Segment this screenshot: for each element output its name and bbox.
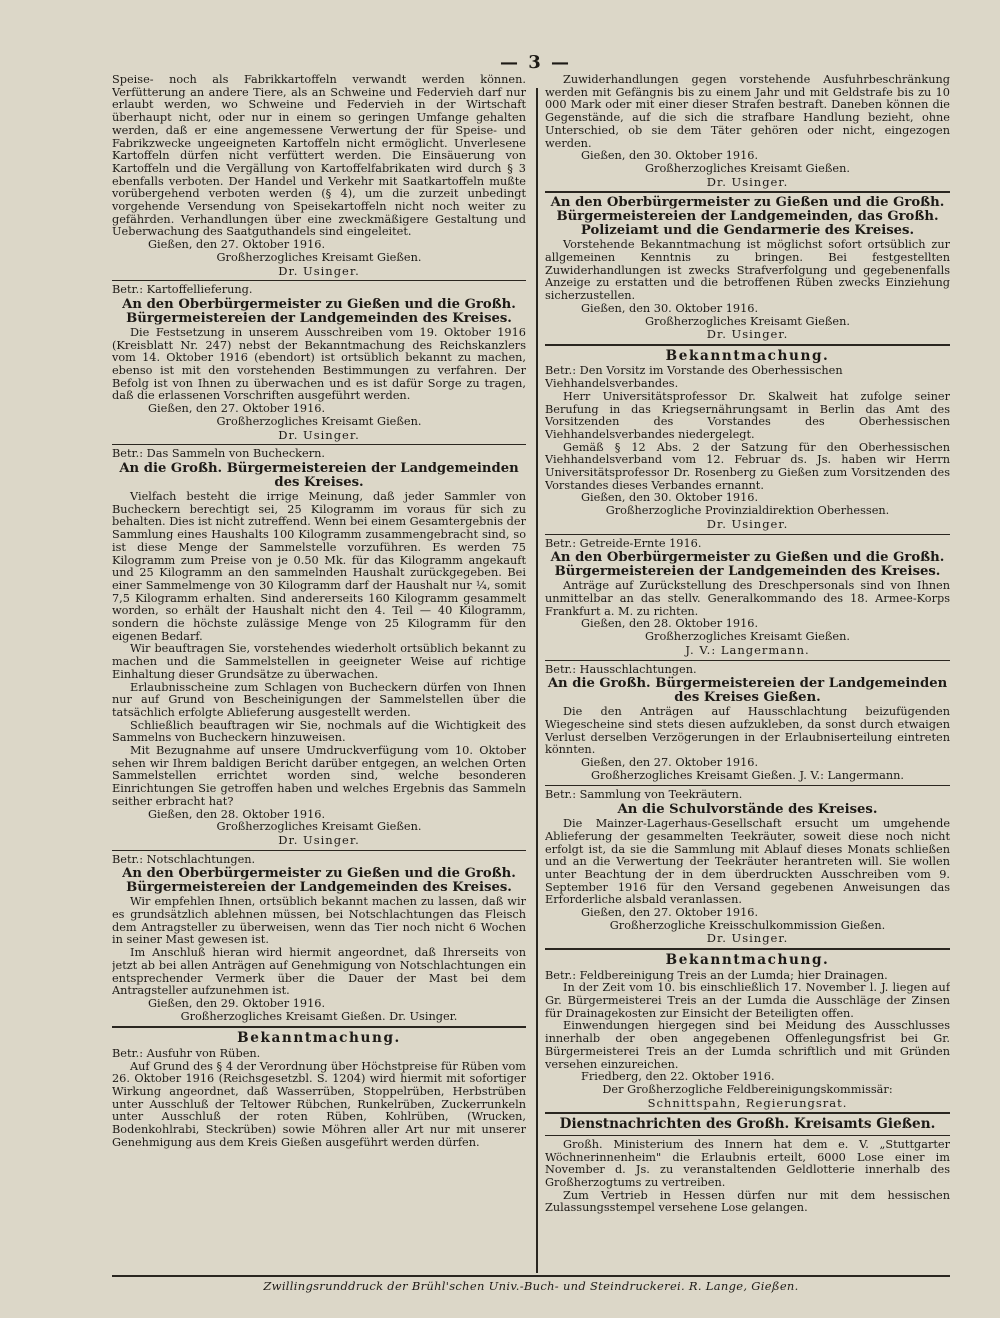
notice-signature: Dr. Usinger.	[706, 931, 789, 946]
notice-signature: Dr. Usinger.	[278, 427, 360, 442]
notice-date: Gießen, den 30. Oktober 1916.	[581, 301, 759, 315]
notice-getreide-ernte	[545, 538, 950, 657]
notice-hausschlachtungen	[545, 664, 950, 783]
notice-authority: Großherzogliches Kreisamt Gießen.	[645, 314, 850, 328]
notice-subject: Betr.: Das Sammeln von Bucheckern.	[112, 447, 325, 461]
notice-subject: Betr.: Kartoffellieferung.	[112, 283, 253, 297]
notice-subject: Betr.: Hausschlachtungen.	[545, 662, 697, 676]
notice-subject: Betr.: Ausfuhr von Rüben.	[112, 1046, 261, 1060]
divider	[112, 444, 526, 445]
column-divider	[536, 88, 538, 1273]
notice-dienstnachrichten	[545, 1117, 950, 1215]
notice-heading: An die Großh. Bürgermeistereien der Landgemeinden des Kreises.	[119, 460, 519, 490]
notice-bucheckern	[112, 448, 526, 846]
divider	[545, 948, 950, 950]
notice-heading: An den Oberbürgermeister zu Gießen und die Großh. Bürgermeistereien der Landgemeinden des Kreises.	[122, 866, 516, 896]
notice-heading: An den Oberbürgermeister zu Gießen und die Großh. Bürgermeistereien der Landgemeinden des Kreises.	[550, 550, 945, 580]
notice-date: Gießen, den 27. Oktober 1916.	[581, 756, 759, 770]
notice-paragraph: Herr Universitätsprofessor Dr. Skalweit hat zufolge seiner Berufung in das Kriegsernährungsamt in Berlin das Amt des Vorsitzenden des Vorstandes des Oberhessischen Viehhandelsverbandes niedergelegt.	[545, 389, 950, 441]
left-column	[112, 74, 526, 1270]
right-intro-signature: Dr. Usinger.	[706, 174, 789, 189]
right-column	[545, 74, 950, 1280]
notice-authority: Großherzogliches Kreisamt Gießen.	[645, 630, 850, 644]
notice-subject: Betr.: Getreide-Ernte 1916.	[545, 536, 702, 550]
left-intro-date: Gießen, den 27. Oktober 1916.	[148, 238, 326, 252]
notice-viehhandelsverband	[545, 349, 950, 531]
notice-paragraph: Wir beauftragen Sie, vorstehendes wiederholt ortsüblich bekannt zu machen und die Sammelstellen in geeigneter Weise auf richtige Einhaltung dieser Grundsätze zu überwachen.	[112, 642, 526, 681]
notice-body: Die Festsetzung in unserem Ausschreiben vom 19. Oktober 1916 (Kreisblatt Nr. 247) nebst der Bekanntmachung des Reichskanzlers vom 14. Oktober 1916 (ebendort) ist ortsüblich bekannt zu machen, ebenso ist mit den vorstehenden Bestimmungen zu verfahren. Der Befolg ist von Ihnen zu überwachen und es ist dafür Sorge zu tragen, daß die erlassenen Vorschriften ausgeführt werden.	[112, 325, 526, 403]
notice-paragraph: Im Anschluß hieran wird hiermit angeordnet, daß Ihrerseits von jetzt ab bei allen Anträgen auf Genehmigung von Notschlachtungen ein entsprechender Vermerk über die Dauer der Mast bei dem Antragsteller aufzunehmen ist.	[112, 946, 526, 998]
notice-date: Gießen, den 30. Oktober 1916.	[581, 491, 759, 505]
divider	[545, 660, 950, 661]
page-number: — 3 —	[500, 52, 572, 73]
notice-date: Friedberg, den 22. Oktober 1916.	[581, 1070, 775, 1084]
divider	[112, 280, 526, 281]
notice-heading: An den Oberbürgermeister zu Gießen und die Großh. Bürgermeistereien der Landgemeinden, das Großh. Polizeiamt und die Gendarmerie des Kreises.	[550, 195, 945, 239]
right-intro-text: Zuwiderhandlungen gegen vorstehende Ausfuhrbeschränkung werden mit Gefängnis bis zu einem Jahr und mit Geldstrafe bis zu 10 000 Mark oder mit einer dieser Strafen bestraft. Daneben können die Gegenstände, auf die sich die strafbare Handlung bezieht, ohne Unterschied, ob sie dem Täter gehören oder nicht, eingezogen werden.	[545, 74, 950, 150]
notice-signature: J. V.: Langermann.	[685, 642, 810, 657]
printer-imprint: Zwillingsrunddruck der Brühl'schen Univ.-Buch- und Steindruckerei. R. Lange, Gießen.	[263, 1279, 799, 1293]
notice-authority: Großherzogliche Kreisschulkommission Gießen.	[609, 918, 886, 932]
divider	[545, 191, 950, 193]
notice-authority-signature: Großherzogliches Kreisamt Gießen. J. V.: Langermann.	[591, 768, 904, 782]
notice-paragraph: Erlaubnisscheine zum Schlagen von Bucheckern dürfen von Ihnen nur auf Grund von Bescheinigungen der Sammelstellen über die tatsächlich erfolgte Ablieferung ausgestellt werden.	[112, 680, 526, 719]
notice-date: Gießen, den 28. Oktober 1916.	[148, 807, 326, 821]
notice-body: Die den Anträgen auf Hausschlachtung beizufügenden Wiegescheine sind stets diesen aufzukleben, da sonst durch etwaigen Verlust derselben Verzögerungen in der Erlaubniserteilung eintreten könnten.	[545, 705, 950, 757]
left-intro-authority: Großherzogliches Kreisamt Gießen.	[216, 250, 422, 264]
divider	[545, 1135, 950, 1136]
notice-heading: An die Großh. Bürgermeistereien der Landgemeinden des Kreises Gießen.	[547, 676, 948, 706]
notice-body: Anträge auf Zurückstellung des Dreschpersonals sind von Ihnen unmittelbar an das stellv. Generalkommando des 18. Armee-Korps Frankfurt a. M. zu richten.	[545, 579, 950, 618]
notice-heading: Bekanntmachung.	[665, 952, 830, 969]
notice-signature: Dr. Usinger.	[706, 516, 789, 531]
divider	[112, 1026, 526, 1028]
notice-subject: Betr.: Notschlachtungen.	[112, 852, 256, 866]
divider	[545, 534, 950, 535]
notice-heading: Dienstnachrichten des Großh. Kreisamts Gießen.	[559, 1116, 936, 1133]
notice-heading: An den Oberbürgermeister zu Gießen und die Großh. Bürgermeistereien der Landgemeinden des Kreises.	[122, 296, 516, 326]
notice-subject: Betr.: Den Vorsitz im Vorstande des Oberhessischen Viehhandelsverbandes.	[545, 364, 843, 391]
notice-paragraph: In der Zeit vom 10. bis einschließlich 17. November l. J. liegen auf Gr. Bürgermeisterei Treis an der Lumda die Ausschläge der Zinsen für Drainagekosten zur Einsicht der Beteiligten offen.	[545, 981, 950, 1020]
divider	[545, 1112, 950, 1114]
left-intro-text: Speise- noch als Fabrikkartoffeln verwandt werden können. Verfütterung an andere Tiere, als an Schweine und Federvieh darf nur erlaubt werden, wo Schweine und Federvieh in der Wirtschaft überhaupt nicht, oder nur in einem so geringen Umfange gehalten werden, daß er eine angemessene Verwertung der für Speise- und Fabrikzwecke ungeeigneten Kartoffeln nicht ermöglicht. Unverlesene Kartoffeln dürfen nicht verfüttert werden. Die Einsäuerung von Kartoffeln und die Vergällung von Kartoffelfabrikaten wird durch § 3 ebenfalls verboten. Der Handel und Verkehr mit Saatkartoffeln mußte vorübergehend verboten werden (§ 4), um die zurzeit unbedingt vorgehende Versendung von Speisekartoffeln nicht noch weiter zu gefährden. Verhandlungen über eine zweckmäßigere Gestaltung und Ueberwachung des Saatguthandels sind eingeleitet.	[112, 74, 526, 239]
notice-heading: Bekanntmachung.	[665, 347, 830, 364]
notice-authority: Großherzogliches Kreisamt Gießen.	[216, 414, 422, 428]
notice-date: Gießen, den 27. Oktober 1916.	[581, 906, 759, 920]
notice-date: Gießen, den 27. Oktober 1916.	[148, 402, 326, 416]
notice-authority: Großherzogliches Kreisamt Gießen.	[216, 820, 422, 834]
footer-divider	[112, 1275, 950, 1277]
notice-teekraeuter	[545, 789, 950, 945]
notice-signature: Dr. Usinger.	[706, 327, 789, 342]
notice-paragraph: Gemäß § 12 Abs. 2 der Satzung für den Oberhessischen Viehhandelsverband vom 12. Februar ds. Js. haben wir Herrn Universitätsprofessor Dr. Rosenberg zu Gießen zum Vorsitzenden des Vorstandes dieses Verbandes ernannt.	[545, 440, 950, 492]
notice-feldbereinigung	[545, 953, 950, 1109]
notice-subject: Betr.: Feldbereinigung Treis an der Lumda; hier Drainagen.	[545, 968, 888, 982]
notice-paragraph: Großh. Ministerium des Innern hat dem e. V. „Stuttgarter Wöchnerinnenheim" die Erlaubnis erteilt, 6000 Lose einer im November d. Js. zu veranstaltenden Geldlotterie innerhalb des Großherzogtums zu vertreiben.	[545, 1137, 950, 1190]
notice-date: Gießen, den 28. Oktober 1916.	[581, 617, 759, 631]
notice-paragraph: Vielfach besteht die irrige Meinung, daß jeder Sammler von Bucheckern berechtigt sei, 25 Kilogramm im voraus für sich zu behalten. Dies ist nicht zutreffend. Wenn bei einem Gesamtergebnis der Sammlung eines Haushalts 100 Kilogramm zusammengebracht sind, so ist diese Menge der Sammelstelle vorzuführen. Es werden 75 Kilogramm zum Preise von je 0.50 Mk. für das Kilogramm angekauft und 25 Kilogramm an den sammelnden Haushalt zurückgegeben. Bei einer Sammelmenge von 30 Kilogramm darf der Haushalt nur ¼, somit 7,5 Kilogramm erhalten. Sind andererseits 160 Kilogramm gesammelt worden, so erhält der Haushalt nicht den 4. Teil — 40 Kilogramm, sondern die höchste zulässige Menge von 25 Kilogramm für den eigenen Bedarf.	[112, 489, 526, 643]
left-intro-signature: Dr. Usinger.	[278, 263, 360, 278]
notice-date: Gießen, den 29. Oktober 1916.	[148, 997, 326, 1010]
notice-heading: Bekanntmachung.	[237, 1030, 401, 1047]
notice-authority: Der Großherzogliche Feldbereinigungskommissär:	[602, 1083, 893, 1096]
notice-paragraph: Mit Bezugnahme auf unsere Umdruckverfügung vom 10. Oktober sehen wir Ihrem baldigen Bericht darüber entgegen, an welchen Orten Sammelstellen errichtet worden sind, welche besonderen Einrichtungen Sie getroffen haben und welches Ergebnis das Sammeln seither erbracht hat?	[112, 744, 526, 808]
notice-heading: An die Schulvorstände des Kreises.	[617, 802, 878, 818]
notice-rueben-ausfuhr	[112, 1031, 526, 1149]
notice-signature: Dr. Usinger.	[278, 832, 360, 847]
divider	[545, 785, 950, 786]
notice-gendarmerie	[545, 196, 950, 341]
notice-subject: Betr.: Sammlung von Teekräutern.	[545, 788, 743, 802]
notice-kartoffellieferung	[112, 284, 526, 441]
right-intro-authority: Großherzogliches Kreisamt Gießen.	[645, 161, 850, 175]
notice-body: Vorstehende Bekanntmachung ist möglichst sofort ortsüblich zur allgemeinen Kenntnis zu bringen. Bei festgestellten Zuwiderhandlungen ist zwecks Strafverfolgung und gegebenenfalls Anzeige zu erstatten und die betroffenen Rüben zwecks Einziehung sicherzustellen.	[545, 238, 950, 303]
divider	[545, 344, 950, 346]
notice-body: Die Mainzer-Lagerhaus-Gesellschaft ersucht um umgehende Ablieferung der gesammelten Teekräuter, soweit diese noch nicht erfolgt ist, da sie die Sammlung mit Ablauf dieses Monats schließen und an die Verwertung der Teekräuter herantreten will. Sie wollen unter Beachtung der in dem überdruckten Ausschreiben vom 9. September 1916 für den Versand gegebenen Anweisungen das Erforderliche alsbald veranlassen.	[545, 817, 950, 907]
notice-paragraph: Wir empfehlen Ihnen, ortsüblich bekannt machen zu lassen, daß wir es grundsätzlich ablehnen müssen, bei Notschlachtungen das Fleisch dem Antragsteller zu überweisen, wenn das Tier noch nicht 6 Wochen in seiner Mast gewesen ist.	[112, 895, 526, 947]
notice-paragraph: Zum Vertrieb in Hessen dürfen nur mit dem hessischen Zulassungsstempel versehene Lose gelangen.	[545, 1188, 950, 1215]
notice-signature: Schnittspahn, Regierungsrat.	[647, 1095, 848, 1110]
notice-authority: Großherzogliche Provinzialdirektion Oberhessen.	[605, 504, 890, 518]
divider	[112, 850, 526, 851]
right-intro-date: Gießen, den 30. Oktober 1916.	[581, 149, 759, 163]
notice-notschlachtungen	[112, 854, 526, 1024]
notice-authority-signature: Großherzogliches Kreisamt Gießen. Dr. Usinger.	[180, 1009, 458, 1023]
notice-paragraph: Schließlich beauftragen wir Sie, nochmals auf die Wichtigkeit des Sammelns von Bucheckern hinzuweisen.	[112, 718, 526, 745]
notice-paragraph: Einwendungen hiergegen sind bei Meidung des Ausschlusses innerhalb der oben angegebenen Offenlegungsfrist bei Gr. Bürgermeisterei Treis an der Lumda schriftlich und mit Gründen versehen einzureichen.	[545, 1019, 950, 1071]
notice-body: Auf Grund des § 4 der Verordnung über Höchstpreise für Rüben vom 26. Oktober 1916 (Reichsgesetzbl. S. 1204) wird hiermit mit sofortiger Wirkung angeordnet, daß Wasserrüben, Stoppelrüben, Herbstrüben unter Ausschluß der Teltower Rübchen, Runkelrüben, Zuckerrunkeln unter Ausschluß der roten Rüben, Kohlrüben, (Wrucken, Bodenkohlrabi, Steckrüben) sowie Möhren aller Art nur mit unserer Genehmigung aus dem Kreis Gießen ausgeführt werden dürfen.	[112, 1059, 526, 1149]
